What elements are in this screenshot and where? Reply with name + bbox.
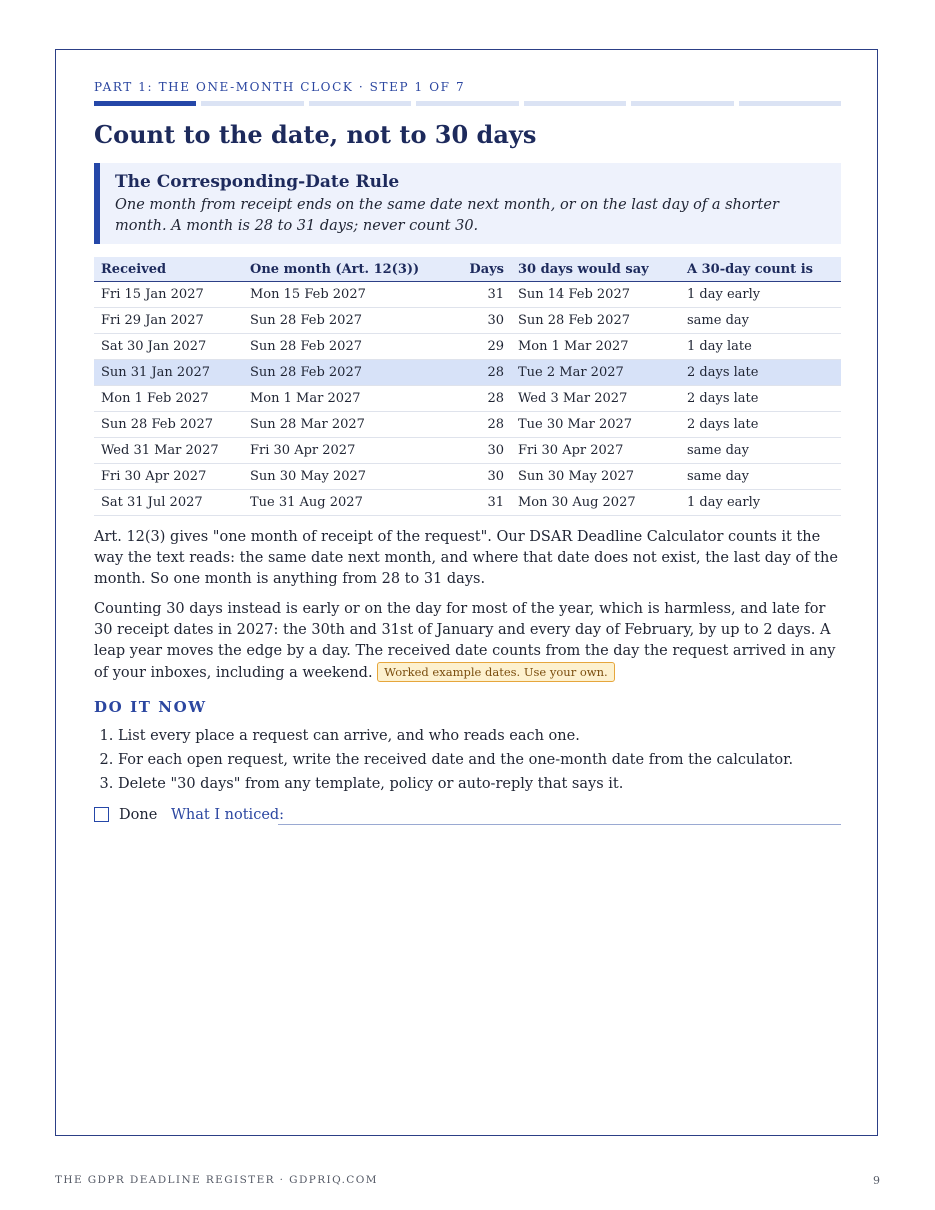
cell-30-days: Tue 30 Mar 2027	[511, 412, 680, 438]
cell-received: Sun 31 Jan 2027	[94, 360, 243, 386]
cell-30-day-count: 2 days late	[680, 386, 841, 412]
cell-received: Sat 31 Jul 2027	[94, 490, 243, 516]
cell-days: 30	[436, 308, 511, 334]
cell-days: 30	[436, 438, 511, 464]
cell-one-month: Sun 28 Feb 2027	[243, 360, 436, 386]
table-row	[94, 282, 841, 308]
rule-text: One month from receipt ends on the same date next month, or on the last day of a shorter month. A month is 28 to 31 days; never count 30.	[115, 197, 779, 234]
cell-one-month: Sun 30 May 2027	[243, 464, 436, 490]
page-number: 9	[873, 1174, 880, 1187]
page-title: Count to the date, not to 30 days	[94, 120, 537, 149]
cell-30-day-count: 2 days late	[680, 412, 841, 438]
cell-one-month: Sun 28 Mar 2027	[243, 412, 436, 438]
do-it-now-heading: DO IT NOW	[94, 698, 207, 716]
cell-one-month: Sun 28 Feb 2027	[243, 334, 436, 360]
done-row	[94, 806, 841, 826]
table-header-row	[94, 257, 841, 282]
table-row	[94, 490, 841, 516]
table-row	[94, 360, 841, 386]
cell-30-day-count: same day	[680, 464, 841, 490]
cell-one-month: Mon 1 Mar 2027	[243, 386, 436, 412]
cell-received: Mon 1 Feb 2027	[94, 386, 243, 412]
cell-days: 28	[436, 386, 511, 412]
cell-30-day-count: 2 days late	[680, 360, 841, 386]
step-progress-bar	[94, 101, 841, 106]
progress-segment	[739, 101, 841, 106]
header-one-month: One month (Art. 12(3))	[243, 257, 436, 282]
cell-received: Fri 15 Jan 2027	[94, 282, 243, 308]
counting-paragraph-text: Counting 30 days instead is early or on the day for most of the year, which is harmless, and late for 30 receipt dates in 2027: the 30th and 31st of January and every day of February, by up to 2 days. A leap year moves the edge by a day. The received date counts from the day the request arrived in any of your inboxes, including a weekend.	[94, 601, 836, 681]
header-30-day-count: A 30-day count is	[680, 257, 841, 282]
action-step: 1. List every place a request can arrive, and who reads each one.	[118, 724, 838, 748]
cell-30-day-count: 1 day early	[680, 490, 841, 516]
cell-one-month: Fri 30 Apr 2027	[243, 438, 436, 464]
rule-callout	[94, 163, 841, 244]
progress-segment	[416, 101, 518, 106]
cell-received: Sat 30 Jan 2027	[94, 334, 243, 360]
cell-30-days: Fri 30 Apr 2027	[511, 438, 680, 464]
cell-one-month: Mon 15 Feb 2027	[243, 282, 436, 308]
dates-table	[94, 257, 841, 516]
cell-received: Fri 30 Apr 2027	[94, 464, 243, 490]
counting-paragraph	[94, 599, 841, 684]
table-row	[94, 308, 841, 334]
rule-title: The Corresponding-Date Rule	[115, 172, 400, 192]
table-row	[94, 464, 841, 490]
header-received: Received	[94, 257, 243, 282]
cell-30-days: Mon 1 Mar 2027	[511, 334, 680, 360]
cell-days: 28	[436, 412, 511, 438]
cell-30-days: Mon 30 Aug 2027	[511, 490, 680, 516]
done-label: Done	[119, 807, 158, 823]
cell-days: 31	[436, 282, 511, 308]
cell-days: 29	[436, 334, 511, 360]
cell-30-day-count: 1 day late	[680, 334, 841, 360]
cell-30-day-count: same day	[680, 308, 841, 334]
cell-received: Sun 28 Feb 2027	[94, 412, 243, 438]
action-step: 3. Delete "30 days" from any template, policy or auto-reply that says it.	[118, 772, 838, 796]
cell-one-month: Tue 31 Aug 2027	[243, 490, 436, 516]
worked-example-badge: Worked example dates. Use your own.	[377, 662, 615, 682]
cell-received: Wed 31 Mar 2027	[94, 438, 243, 464]
noticed-label: What I noticed:	[171, 807, 285, 823]
cell-30-days: Tue 2 Mar 2027	[511, 360, 680, 386]
cell-30-days: Sun 14 Feb 2027	[511, 282, 680, 308]
cell-30-days: Sun 30 May 2027	[511, 464, 680, 490]
table-row	[94, 438, 841, 464]
cell-days: 31	[436, 490, 511, 516]
cell-30-day-count: same day	[680, 438, 841, 464]
table-row	[94, 334, 841, 360]
page-frame	[55, 49, 878, 1136]
action-step: 2. For each open request, write the received date and the one-month date from the calculator.	[118, 748, 838, 772]
done-checkbox[interactable]	[94, 807, 109, 822]
progress-segment	[201, 101, 303, 106]
cell-30-day-count: 1 day early	[680, 282, 841, 308]
footer-publication: THE GDPR DEADLINE REGISTER · GDPRIQ.COM	[55, 1174, 378, 1186]
explanation-paragraph: Art. 12(3) gives "one month of receipt of the request". Our DSAR Deadline Calculator counts it the way the text reads: the same date next month, and where that date does not exist, the last day of the month. So one month is anything from 28 to 31 days.	[94, 529, 838, 587]
cell-30-days: Wed 3 Mar 2027	[511, 386, 680, 412]
header-days: Days	[436, 257, 511, 282]
progress-segment	[94, 101, 196, 106]
cell-days: 30	[436, 464, 511, 490]
cell-30-days: Sun 28 Feb 2027	[511, 308, 680, 334]
table-row	[94, 412, 841, 438]
header-30-days: 30 days would say	[511, 257, 680, 282]
cell-one-month: Sun 28 Feb 2027	[243, 308, 436, 334]
step-label: PART 1: THE ONE-MONTH CLOCK · STEP 1 OF 7	[94, 80, 466, 94]
progress-segment	[524, 101, 626, 106]
cell-received: Fri 29 Jan 2027	[94, 308, 243, 334]
table-row	[94, 386, 841, 412]
progress-segment	[309, 101, 411, 106]
action-steps-list	[94, 724, 838, 796]
progress-segment	[631, 101, 733, 106]
noticed-input-line[interactable]	[278, 824, 841, 825]
cell-days: 28	[436, 360, 511, 386]
